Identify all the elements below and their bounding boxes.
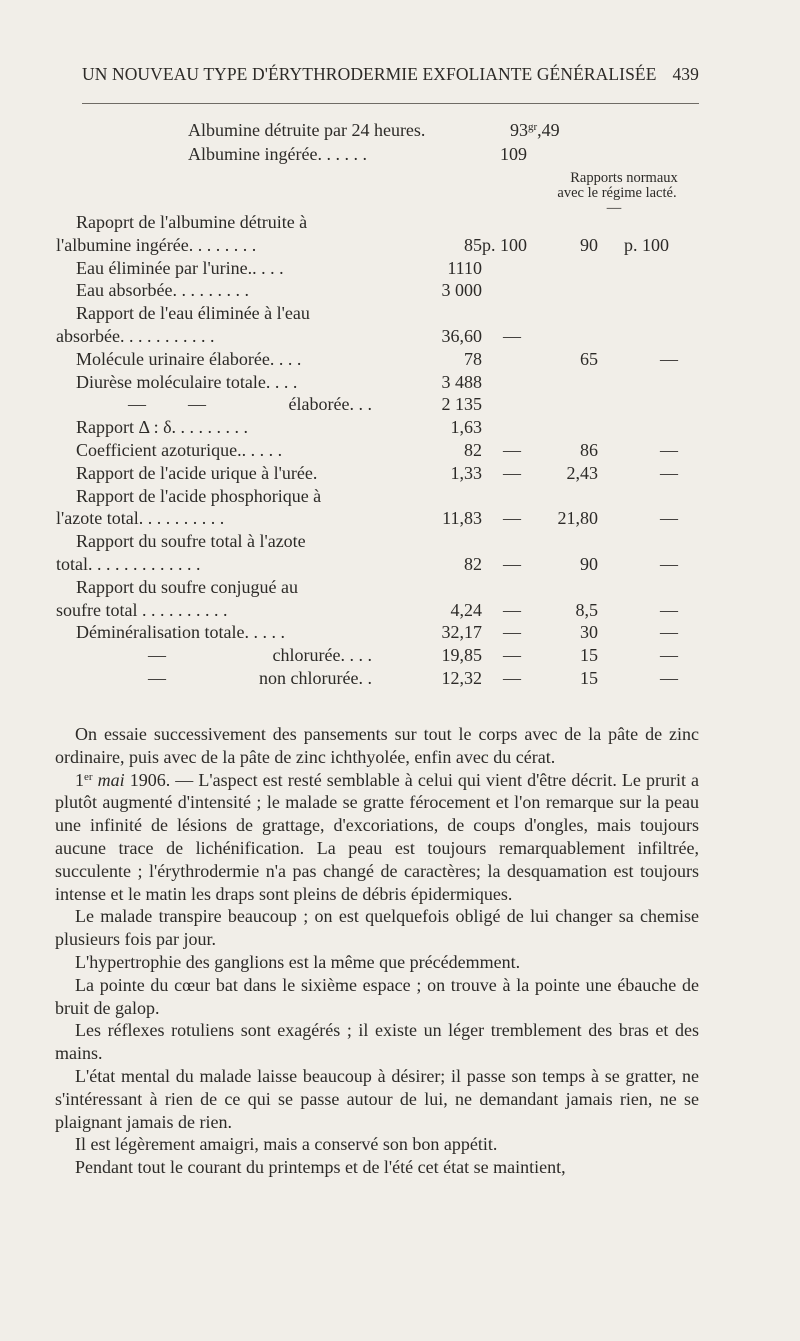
row-unit: — xyxy=(503,668,521,688)
row-label: Eau éliminée par l'urine.. . . . xyxy=(76,257,284,278)
paragraph: La pointe du cœur bat dans le sixième espace ; on trouve à la pointe une ébauche de bruit de galop. xyxy=(55,974,699,1018)
row-label-suffix: non chlorurée. . xyxy=(259,668,372,688)
row-label-line1: Rapport du soufre total à l'azote xyxy=(76,531,306,552)
row-value: 85 xyxy=(464,234,482,255)
row-normal-value: 65 xyxy=(580,348,598,369)
row-label-line1: Rapport du soufre conjugué au xyxy=(76,576,298,597)
row-value: 3 000 xyxy=(441,280,482,301)
paragraph: L'état mental du malade laisse beaucoup à désirer; il passe son temps à se gratter, ne s'intéressant à rien de ce qui se passe autour de lui, ne demandant jamais rien, ne se plaignant jamais de rien. xyxy=(55,1065,699,1132)
row-value: 78 xyxy=(464,348,482,369)
row-normal-unit: — xyxy=(660,440,678,460)
paragraph-date-text: — L'aspect est resté semblable à celui qui vient d'être décrit. Le prurit a plutôt augmenté d'intensité ; le malade se gratte férocement et l'on remarque sur la peau une infinité de lésions de grattage, d'excoriations, de coups d'ongles, mais toujours aucune trace de lichénification. La peau est toujours remarquablement infiltrée, succulente ; l'érythrodermie n'a pas changé de caractères; la desquamation est toujours intense et le matin les draps sont pleins de débris épidermiques. xyxy=(55,769,700,904)
albumin-destroyed-label: Albumine détruite par 24 heures. xyxy=(188,120,426,140)
paragraph: Il est légèrement amaigri, mais a conservé son bon appétit. xyxy=(75,1134,498,1155)
row-normal-unit: — xyxy=(660,348,678,369)
row-unit: — xyxy=(503,440,521,460)
row-label: l'albumine ingérée. . . . . . . . xyxy=(56,234,257,255)
row-unit: — xyxy=(503,462,521,483)
row-label-suffix: élaborée. . . xyxy=(288,394,372,415)
albumin-ingested-value: 109 xyxy=(500,144,527,164)
ditto-mark: — xyxy=(128,394,146,415)
row-normal-value: 90 xyxy=(580,554,598,574)
row-normal-unit: — xyxy=(660,645,678,666)
row-label-line1: Rapport de l'acide phosphorique à xyxy=(76,485,322,506)
row-normal-value: 15 xyxy=(580,645,598,666)
row-normal-unit: — xyxy=(660,462,678,483)
row-value: 36,60 xyxy=(441,326,482,346)
row-label: l'azote total. . . . . . . . . . xyxy=(56,508,225,529)
albumin-destroyed-value xyxy=(510,120,560,140)
row-normal-unit: — xyxy=(660,599,678,620)
row-value: 1110 xyxy=(447,257,482,278)
normal-ratios-heading-1: Rapports normaux xyxy=(570,170,678,186)
running-header xyxy=(82,64,699,90)
row-value: 2 135 xyxy=(441,394,482,415)
row-normal-value: 15 xyxy=(580,668,598,688)
row-label: Déminéralisation totale. . . . . xyxy=(76,622,285,643)
row-value: 12,32 xyxy=(441,668,482,688)
row-normal-unit: — xyxy=(660,622,678,643)
row-value: 82 xyxy=(464,554,482,574)
row-normal-value: 8,5 xyxy=(575,599,598,620)
row-normal-value: 86 xyxy=(580,440,598,460)
row-label-line1: Rapoprt de l'albumine détruite à xyxy=(76,212,308,232)
paragraph: Le malade transpire beaucoup ; on est quelquefois obligé de lui changer sa chemise plusieurs fois par jour. xyxy=(55,906,699,950)
row-label: Molécule urinaire élaborée. . . . xyxy=(76,348,302,369)
row-value: 1,63 xyxy=(450,417,482,438)
albumin-destroyed-dec: ,49 xyxy=(537,120,560,140)
header-rule xyxy=(82,103,699,104)
row-value: 82 xyxy=(464,440,482,460)
row-value: 1,33 xyxy=(450,462,482,483)
body-text xyxy=(55,723,699,1179)
row-unit: — xyxy=(503,622,521,643)
ditto-mark: — xyxy=(188,394,206,415)
row-unit: — xyxy=(503,554,521,574)
row-unit: — xyxy=(503,645,521,666)
albumin-ingested-label: Albumine ingérée. . . . . . xyxy=(188,144,367,164)
row-normal-unit: — xyxy=(660,554,678,574)
ditto-mark: — xyxy=(148,645,166,666)
date-month: mai xyxy=(97,769,125,790)
albumin-destroyed-int: 93 xyxy=(510,120,528,140)
row-value: 19,85 xyxy=(441,645,482,666)
albumin-destroyed-unit: gr xyxy=(528,121,538,133)
paragraph: Pendant tout le courant du printemps et de l'été cet état se maintient, xyxy=(75,1157,566,1178)
running-title: UN NOUVEAU TYPE D'ÉRYTHRODERMIE EXFOLIANTE GÉNÉRALISÉE xyxy=(82,64,657,84)
row-normal-value: 2,43 xyxy=(566,462,598,483)
row-unit: — xyxy=(503,326,521,346)
row-unit: — xyxy=(503,599,521,620)
row-unit: — xyxy=(503,508,521,529)
date-day: 1 xyxy=(75,769,84,790)
ditto-mark: — xyxy=(148,668,166,688)
paragraph: L'hypertrophie des ganglions est la même que précédemment. xyxy=(75,951,521,972)
row-normal-value: 21,80 xyxy=(557,508,598,529)
row-value: 4,24 xyxy=(450,599,482,620)
row-value: 3 488 xyxy=(441,371,482,392)
row-normal-value: 30 xyxy=(580,622,598,643)
row-unit: p. 100 xyxy=(482,234,527,255)
row-value: 32,17 xyxy=(441,622,482,643)
paragraph-date xyxy=(55,769,699,906)
date-day-sup: er xyxy=(84,770,93,783)
row-label: soufre total . . . . . . . . . . xyxy=(56,599,228,620)
row-label: Diurèse moléculaire totale. . . . xyxy=(76,371,298,392)
row-normal-unit: — xyxy=(660,508,678,529)
normal-ratios-heading-2: avec le régime lacté. xyxy=(557,185,677,201)
row-label: absorbée. . . . . . . . . . . xyxy=(56,326,215,346)
row-normal-unit: p. 100 xyxy=(624,234,669,255)
paragraph: On essaie successivement des pansements sur tout le corps avec de la pâte de zinc ordinaire, puis avec de la pâte de zinc ichthyolée, enfin avec du cérat. xyxy=(55,724,699,767)
row-label: Rapport de l'acide urique à l'urée. xyxy=(76,462,318,483)
row-label-line1: Rapport de l'eau éliminée à l'eau xyxy=(76,303,310,324)
row-label: Coefficient azoturique.. . . . . xyxy=(76,440,283,460)
row-label: total. . . . . . . . . . . . . xyxy=(56,554,201,574)
paragraph: Les réflexes rotuliens sont exagérés ; il existe un léger tremblement des bras et des mains. xyxy=(55,1020,699,1064)
row-label-suffix: chlorurée. . . . xyxy=(272,645,372,666)
row-value: 11,83 xyxy=(442,508,482,529)
normal-ratios-dash: — xyxy=(606,200,622,216)
row-normal-unit: — xyxy=(660,668,678,688)
page-number: 439 xyxy=(672,64,699,84)
row-label: Rapport Δ : δ. . . . . . . . . xyxy=(76,417,249,438)
row-normal-value: 90 xyxy=(580,234,598,255)
row-label: Eau absorbée. . . . . . . . . xyxy=(76,280,249,301)
date-year: 1906. xyxy=(129,769,171,790)
